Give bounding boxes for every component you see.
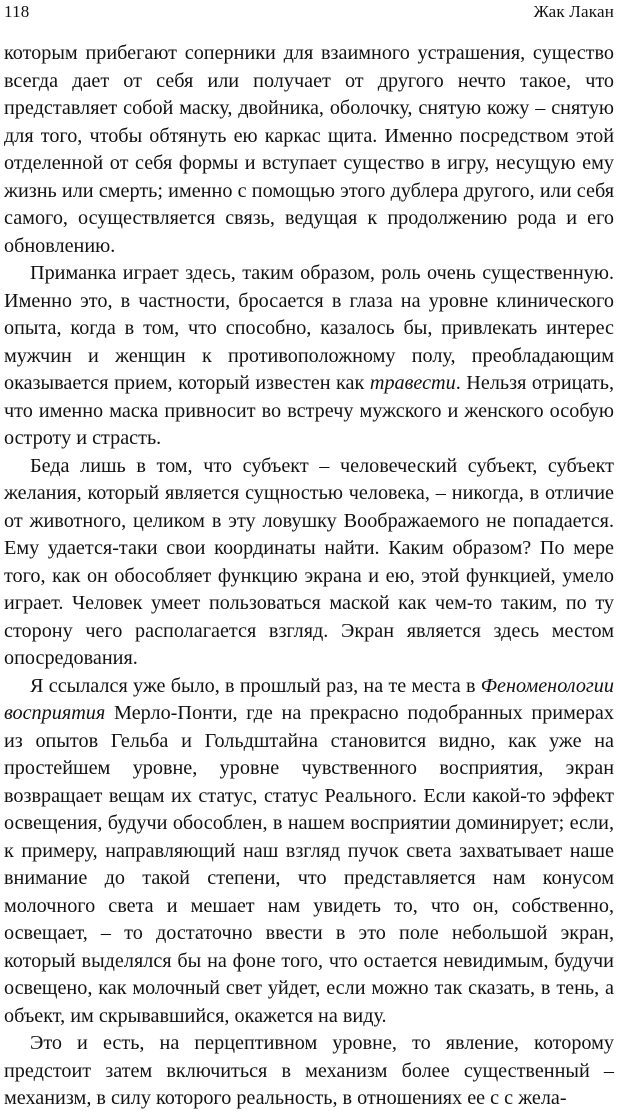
emphasis-book-title: Феноменологии восприятия [4,674,614,724]
paragraph: Это и есть, на перцептивном уровне, то явление, которому предстоит затем включиться в механизм более существенный – механизм, в силу которого реальность, в отношениях ее с с жела- [4,1032,614,1109]
text-run: Приманка играет здесь, таким образом, роль очень существенную. Именно это, в частности, бросается в глаза на уровне клинического опыта, когда в том, что способно, казалось бы, привлекать интерес мужчин и женщин к противоположному полу, преобладающим оказывается прием, который известен как [4,262,614,394]
text-run: Я ссылался уже было, в прошлый раз, на те места в [30,674,481,697]
running-title: Жак Лакан [533,2,614,21]
page-header [4,2,614,32]
text-run: . Нельзя отрицать, что именно маска привносит во встречу мужского и женского особую остроту и страсть. [4,372,614,449]
paragraph: которым прибегают соперники для взаимного устрашения, существо всегда дает от себя или получает от другого нечто такое, что представляет собой маску, двойника, оболочку, снятую кожу – снятую для того, чтобы обтянуть ею каркас щита. Именно посредством этой отделенной от себя формы и вступает существо в игру, несущую ему жизнь или смерть; именно с помощью этого дублера другого, или себя самого, осуществляется связь, ведущая к продолжению рода и его обновлению. [4,42,614,257]
paragraph [4,260,614,453]
emphasis-term: травести [369,372,456,394]
paragraph: Беда лишь в том, что субъект – человеческий субъект, субъект желания, который является сущностью человека, – никогда, в отличие от животного, целиком в эту ловушку Воображаемого не попадается. Ему удается-таки свои координаты найти. Каким образом? По мере того, как он обособляет функцию экрана и ею, этой функцией, умело играет. Человек умеет пользоваться маской как чем-то таким, по ту сторону чего располагается взгляд. Экран является здесь местом опосредования. [4,454,614,669]
body-text [4,40,614,1113]
text-run: Мерло-Понти, где на прекрасно подобранных примерах из опытов Гельба и Гольдштайна становится видно, как уже на простейшем уровне, уровне чувственного восприятия, экран возвращает вещам их статус, статус Реального. Если какой-то эффект освещения, будучи обособлен, в нашем восприятии доминирует; если, к примеру, направляющий наш взгляд пучок света захватывает наше внимание до такой степени, что представляется нам конусом молочного света и мешает нам увидеть то, что он, собственно, освещает, – то достаточно ввести в это поле небольшой экран, который выделялся бы на фоне того, что остается невидимым, будучи освещено, как молочный свет уйдет, если можно так сказать, в тень, а объект, им скрывавшийся, окажется на виду. [4,702,614,1027]
paragraph [4,673,614,1031]
page-number: 118 [4,2,30,21]
